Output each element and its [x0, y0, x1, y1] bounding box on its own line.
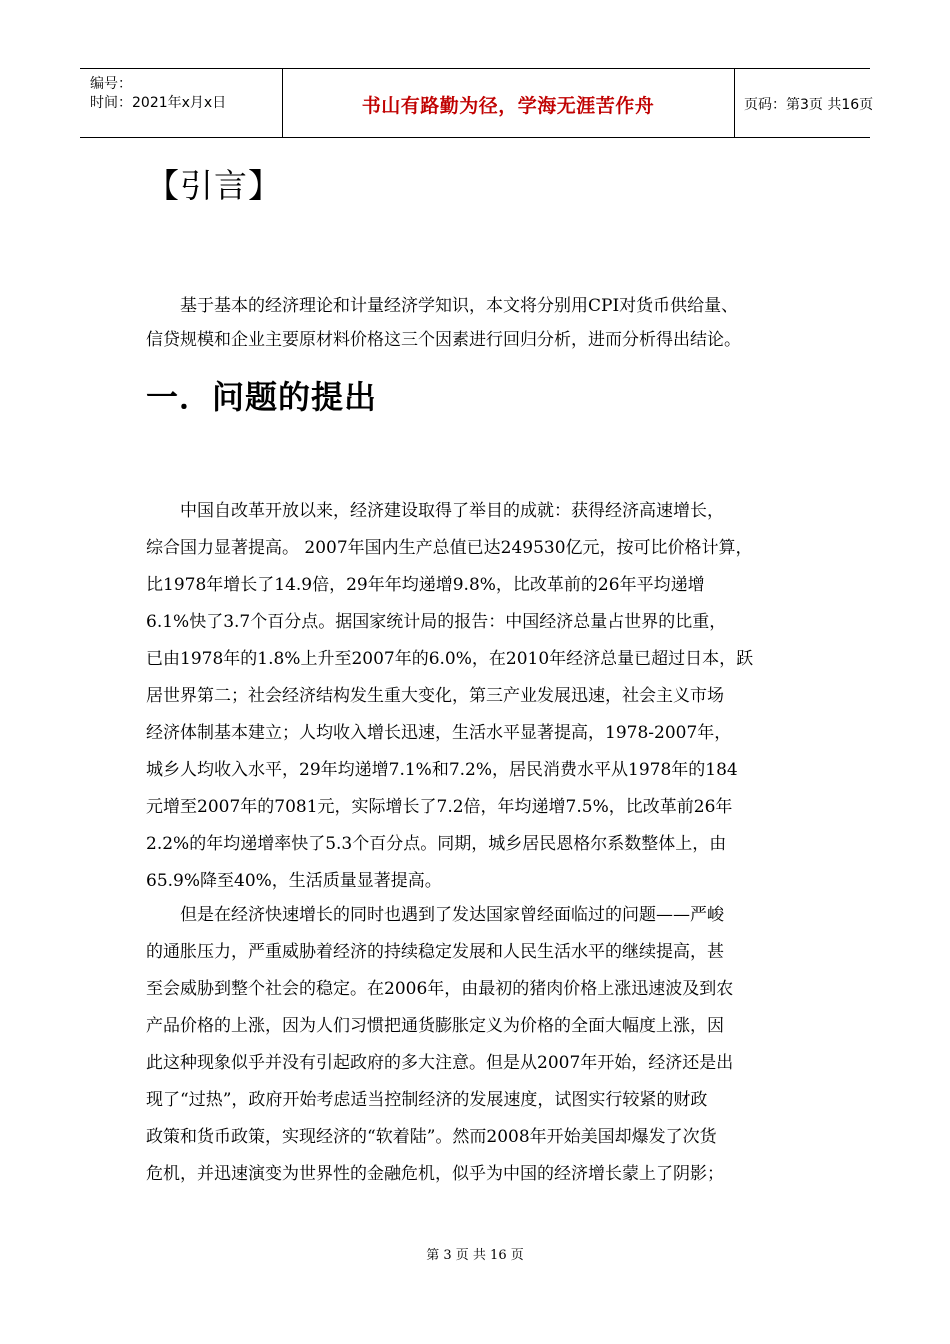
- paragraph-line: 此这种现象似乎并没有引起政府的多大注意。但是从2007年开始，经济还是出: [146, 1053, 734, 1073]
- paragraph-line: 居世界第二；社会经济结构发生重大变化，第三产业发展迅速，社会主义市场: [146, 686, 724, 706]
- paragraph-line: 比1978年增长了14.9倍，29年年均递增9.8%，比改革前的26年平均递增: [146, 575, 705, 595]
- body-paragraph-2: [146, 897, 808, 1193]
- paragraph-line: 综合国力显著提高。 2007年国内生产总值已达249530亿元，按可比价格计算，: [146, 538, 753, 558]
- paragraph-line: 政策和货币政策，实现经济的“软着陆”。然而2008年开始美国却爆发了次货: [146, 1127, 717, 1147]
- header-info-cell: [80, 69, 283, 137]
- paragraph-line: 6.1%快了3.7个百分点。据国家统计局的报告：中国经济总量占世界的比重，: [146, 612, 727, 632]
- paragraph-line: 产品价格的上涨，因为人们习惯把通货膨胀定义为价格的全面大幅度上涨，因: [146, 1016, 724, 1036]
- paragraph-line: 2.2%的年均递增率快了5.3个百分点。同期，城乡居民恩格尔系数整体上，由: [146, 834, 727, 854]
- paragraph-line: 经济体制基本建立；人均收入增长迅速，生活水平显著提高，1978-2007年，: [146, 723, 732, 743]
- paragraph-line: 的通胀压力，严重威胁着经济的持续稳定发展和人民生活水平的继续提高，甚: [146, 942, 724, 962]
- paragraph-line: 信贷规模和企业主要原材料价格这三个因素进行回归分析，进而分析得出结论。: [146, 330, 741, 350]
- page-footer: 第 3 页 共 16 页: [426, 1248, 524, 1263]
- section-heading: 一．问题的提出: [146, 378, 378, 416]
- paragraph-line: 65.9%降至40%，生活质量显著提高。: [146, 871, 442, 891]
- paragraph-line: 基于基本的经济理论和计量经济学知识，本文将分别用CPI对货币供给量、: [146, 296, 739, 316]
- paragraph-line: 现了“过热”，政府开始考虑适当控制经济的发展速度，试图实行较紧的财政: [146, 1090, 708, 1110]
- header-motto-cell: [282, 69, 735, 137]
- intro-paragraph: [146, 289, 808, 357]
- number-label: 编号：: [90, 76, 132, 92]
- paragraph-line: 至会威胁到整个社会的稳定。在2006年，由最初的猪肉价格上涨迅速波及到农: [146, 979, 734, 999]
- paragraph-line: 已由1978年的1.8%上升至2007年的6.0%，在2010年经济总量已超过日本，跃: [146, 649, 754, 669]
- intro-heading: 【引言】: [146, 166, 282, 205]
- paragraph-line: 但是在经济快速增长的同时也遇到了发达国家曾经面临过的问题——严峻: [146, 905, 724, 925]
- document-header: [80, 68, 874, 138]
- paragraph-line: 元增至2007年的7081元，实际增长了7.2倍，年均递增7.5%，比改革前26年: [146, 797, 733, 817]
- body-paragraph-1: [146, 493, 808, 900]
- paragraph-line: 危机，并迅速演变为世界性的金融危机，似乎为中国的经济增长蒙上了阴影；: [146, 1164, 724, 1184]
- header-page-info: 页码：第3页 共16页: [744, 97, 874, 113]
- time-label: 时间：2021年x月x日: [90, 95, 227, 111]
- header-page-cell: [734, 69, 874, 137]
- paragraph-line: 城乡人均收入水平，29年均递增7.1%和7.2%，居民消费水平从1978年的184: [146, 760, 738, 780]
- header-motto: 书山有路勤为径，学海无涯苦作舟: [361, 95, 655, 117]
- paragraph-line: 中国自改革开放以来，经济建设取得了举目的成就：获得经济高速增长，: [146, 501, 724, 521]
